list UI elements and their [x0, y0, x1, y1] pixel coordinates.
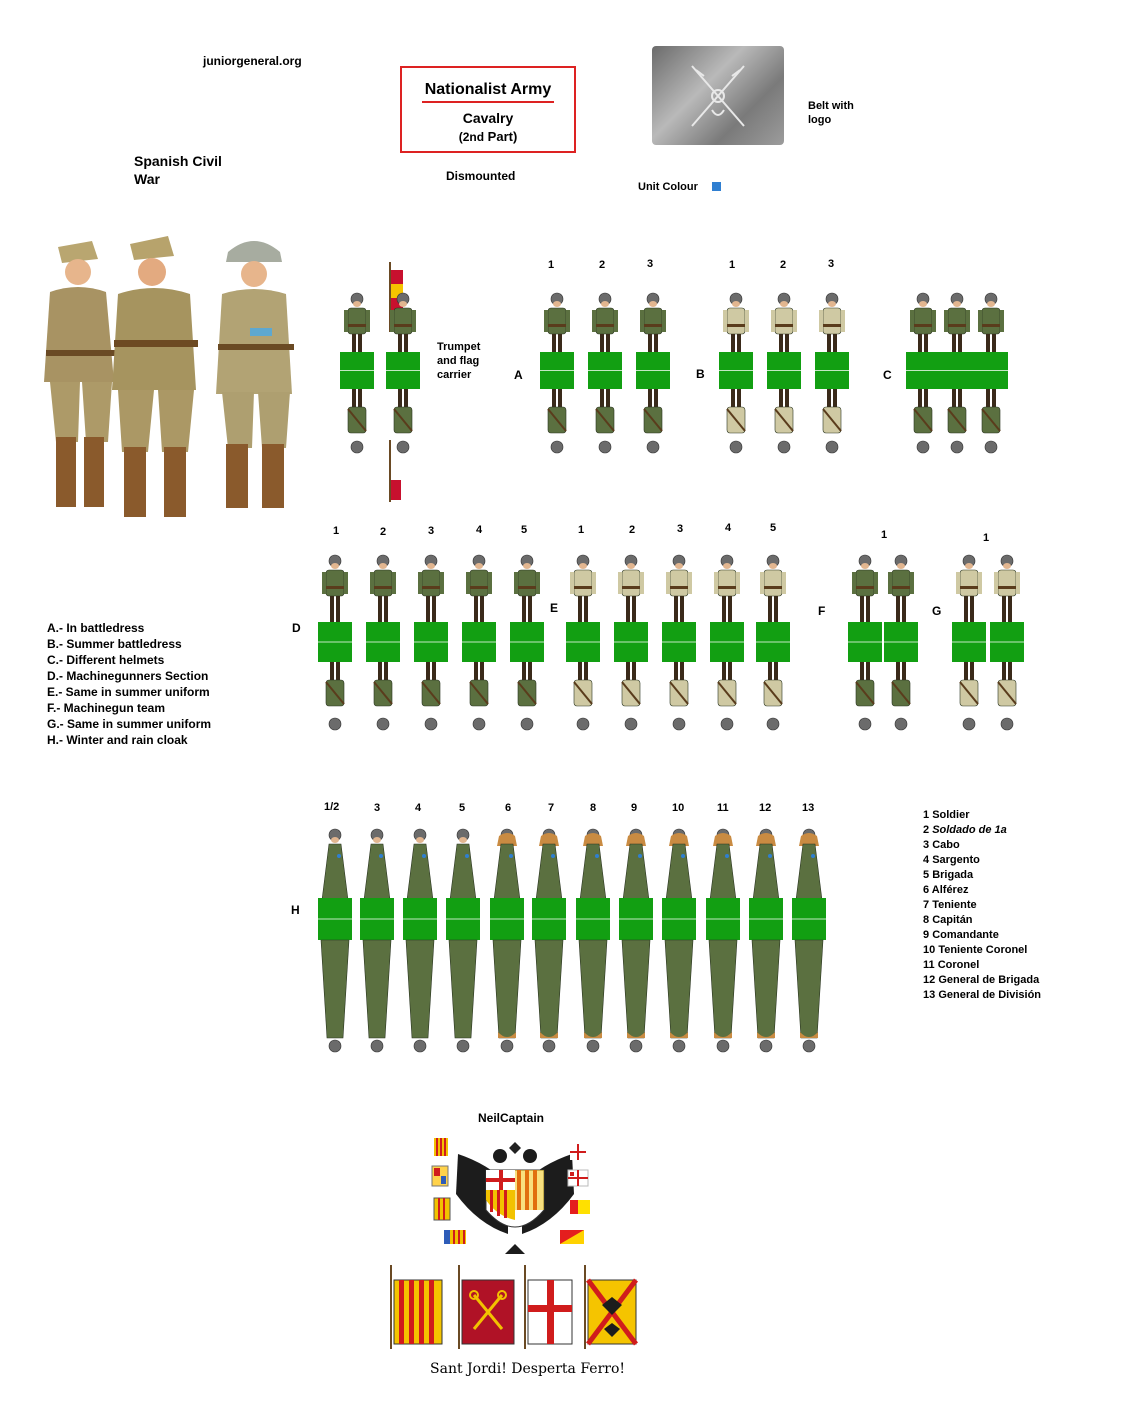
rank-item: 11 Coronel	[923, 959, 980, 971]
soldier-figure	[360, 826, 394, 1080]
unit-colour-label: Unit Colour	[638, 181, 698, 193]
group-d-num-5: 5	[521, 524, 528, 536]
trumpet-label: Trumpet and flag carrier	[437, 341, 481, 381]
rank-list	[923, 808, 1041, 1003]
legend-item: D.- Machinegunners Section	[47, 669, 209, 683]
soldier-figure	[636, 290, 670, 481]
belt-label: Belt with logo	[808, 100, 854, 126]
soldier-figure	[815, 290, 849, 481]
banner-crossed-keys	[459, 1265, 514, 1349]
group-h-num-10: 11	[717, 802, 729, 814]
rank-item: 8 Capitán	[923, 914, 973, 926]
soldier-figure	[386, 290, 420, 481]
group-e-num-3: 3	[677, 523, 684, 535]
soldier-figure	[576, 826, 610, 1080]
rank-item: 5 Brigada	[923, 869, 974, 881]
rank-item: 3 Cabo	[923, 839, 960, 851]
soldier-figure	[662, 826, 696, 1080]
group-d-num-2: 2	[380, 526, 387, 538]
soldier-figure	[952, 552, 986, 758]
soldier-figure	[566, 552, 600, 758]
soldier-figure	[366, 552, 400, 758]
soldier-figure	[706, 826, 740, 1080]
soldier-figure	[619, 826, 653, 1080]
soldier-figure	[719, 290, 753, 481]
group-b-num-3: 3	[828, 258, 835, 270]
banners-row	[388, 1265, 638, 1350]
soldier-figure	[414, 552, 448, 758]
group-letter-f: F	[818, 604, 826, 618]
soldier-figure	[532, 826, 566, 1080]
coat-of-arms-emblem	[428, 1134, 602, 1256]
group-e-num-5: 5	[770, 522, 777, 534]
group-b-num-1: 1	[729, 259, 736, 271]
legend-item: B.- Summer battledress	[47, 637, 182, 651]
group-h-num-1: 1/2	[324, 801, 340, 813]
rank-item: 7 Teniente	[923, 899, 977, 911]
group-d-num-4: 4	[476, 524, 483, 536]
soldier-figure	[662, 552, 696, 758]
legend-item: A.- In battledress	[47, 621, 145, 635]
soldier-figure	[940, 290, 974, 481]
soldier-figure	[884, 552, 918, 758]
soldier-figure	[540, 290, 574, 481]
soldier-figure	[792, 826, 826, 1080]
soldier-figure	[990, 552, 1024, 758]
group-letter-g: G	[932, 604, 942, 618]
soldier-figure	[462, 552, 496, 758]
legend-item: G.- Same in summer uniform	[47, 717, 212, 731]
group-h-num-8: 9	[631, 802, 638, 814]
group-h-num-11: 12	[759, 802, 772, 814]
soldier-figure	[710, 552, 744, 758]
banner-catalonia	[391, 1265, 442, 1349]
period-label: Spanish Civil War	[134, 153, 222, 187]
group-d-num-1: 1	[333, 525, 340, 537]
page-title: Nationalist Army	[422, 81, 555, 103]
banner-eagle-quartered	[585, 1265, 636, 1349]
legend-item: F.- Machinegun team	[47, 701, 166, 715]
group-letter-h: H	[291, 903, 300, 917]
group-a-num-1: 1	[548, 259, 555, 271]
group-h-num-7: 8	[590, 802, 597, 814]
group-letter-c: C	[883, 368, 892, 382]
soldier-figure	[490, 826, 524, 1080]
mode-label: Dismounted	[446, 169, 516, 183]
rank-item: 12 General de Brigada	[923, 974, 1040, 986]
soldier-figure	[614, 552, 648, 758]
rank-item: 9 Comandante	[923, 929, 999, 941]
page-subtitle: Cavalry	[462, 110, 514, 126]
soldier-figure	[318, 552, 352, 758]
group-h-num-4: 5	[459, 802, 466, 814]
soldier-figure	[749, 826, 783, 1080]
rank-item: 13 General de División	[923, 989, 1042, 1001]
group-h-num-9: 10	[672, 802, 685, 814]
soldier-figure	[906, 290, 940, 481]
soldier-figure	[340, 290, 374, 481]
part-label: (2nd Part)	[458, 129, 518, 144]
soldier-figure	[510, 552, 544, 758]
rank-item: 6 Alférez	[923, 884, 969, 896]
author-credit: NeilCaptain	[478, 1111, 545, 1125]
group-h-num-2: 3	[374, 802, 381, 814]
group-b-num-2: 2	[780, 259, 787, 271]
group-letter-e: E	[550, 601, 559, 615]
group-letter-a: A	[514, 368, 523, 382]
rank-item: 2 Soldado de 1a	[923, 824, 1007, 836]
soldier-figure	[848, 552, 882, 758]
group-g-num-1: 1	[983, 532, 990, 544]
motto: Sant Jordi! Desperta Ferro!	[430, 1361, 626, 1377]
soldier-figure	[767, 290, 801, 481]
group-d-num-3: 3	[428, 525, 435, 537]
banner-st-george	[525, 1265, 572, 1349]
group-f-num-1: 1	[881, 529, 888, 541]
group-letter-b: B	[696, 367, 705, 381]
legend-item: C.- Different helmets	[47, 653, 165, 667]
soldier-figure	[588, 290, 622, 481]
soldier-figure	[446, 826, 480, 1080]
soldier-figure	[403, 826, 437, 1080]
group-letter-d: D	[292, 621, 301, 635]
group-h-num-6: 7	[548, 802, 555, 814]
legend-item: E.- Same in summer uniform	[47, 685, 210, 699]
group-e-num-1: 1	[578, 524, 585, 536]
group-e-num-2: 2	[629, 524, 636, 536]
soldier-figure	[756, 552, 790, 758]
rank-item: 4 Sargento	[923, 854, 980, 866]
group-h-num-12: 13	[802, 802, 815, 814]
legend	[47, 620, 211, 748]
group-a-num-3: 3	[647, 258, 654, 270]
rank-item: 1 Soldier	[923, 809, 970, 821]
rank-item: 10 Teniente Coronel	[923, 944, 1028, 956]
group-h-num-5: 6	[505, 802, 512, 814]
soldier-figure	[318, 826, 352, 1080]
group-e-num-4: 4	[725, 522, 732, 534]
group-h-num-3: 4	[415, 802, 422, 814]
legend-item: H.- Winter and rain cloak	[47, 733, 188, 747]
soldier-figure	[974, 290, 1008, 481]
site-name: juniorgeneral.org	[203, 54, 302, 68]
group-a-num-2: 2	[599, 259, 606, 271]
shield-icon	[486, 1170, 544, 1227]
